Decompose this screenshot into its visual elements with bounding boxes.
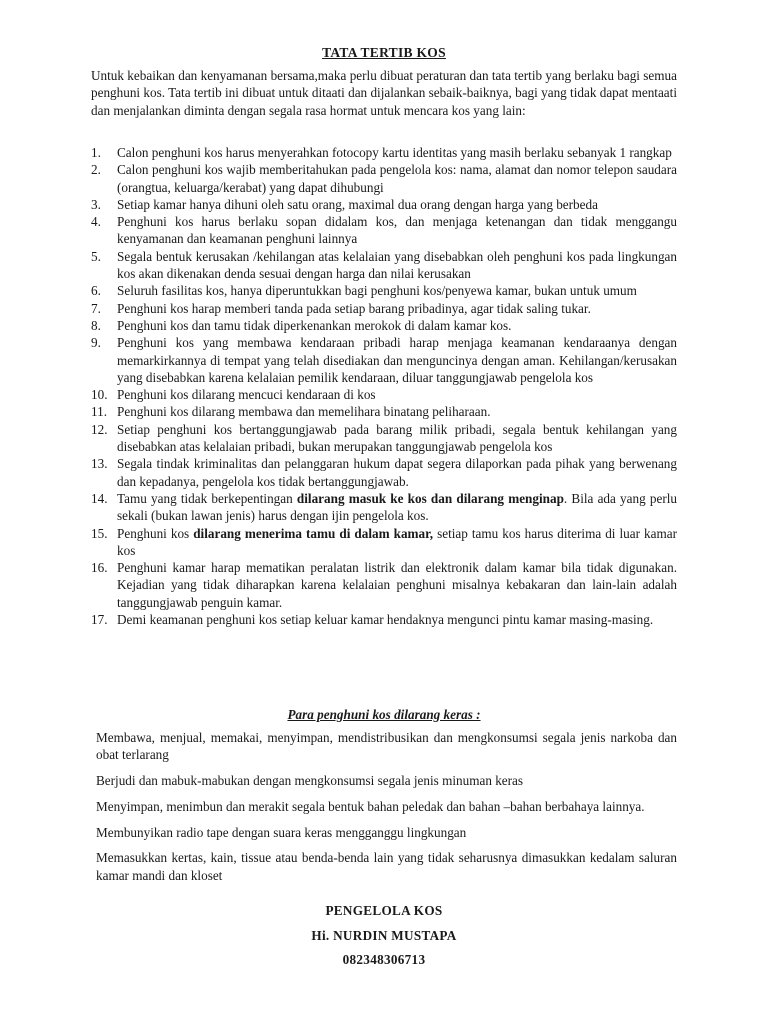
rule-item: 13. Segala tindak kriminalitas dan pelanggaran hukum dapat segera dilaporkan pada pihak yang berwenang dan kepadanya, pengelola kos tidak bertanggungjawab. (91, 456, 677, 489)
signature-name: Hi. NURDIN MUSTAPA (311, 928, 457, 943)
rule-item: 5. Segala bentuk kerusakan /kehilangan atas kelalaian yang disebabkan oleh penghuni kos pada lingkungan kos akan dikenakan denda sesuai dengan harga dan nilai kerusakan (91, 248, 677, 282)
signature-phone: 082348306713 (342, 952, 426, 967)
rule-item: 12. Setiap penghuni kos bertanggungjawab pada barang milik pribadi, segala bentuk kehilangan yang disebabkan atas kelalaian pribadi, bukan merupakan tanggungjawab pengelola kos (91, 421, 677, 455)
rule-item: 1. Calon penghuni kos harus menyerahkan fotocopy kartu identitas yang masih berlaku sebanyak 1 rangkap (91, 145, 672, 160)
rule-item: 8. Penghuni kos dan tamu tidak diperkenankan merokok di dalam kamar kos. (91, 317, 512, 333)
rules-list (91, 144, 677, 628)
prohibitions-list (96, 729, 677, 893)
rule-item: 4. Penghuni kos harus berlaku sopan didalam kos, dan menjaga ketenangan dan tidak menggangu kenyamanan dan keamanan penghuni lainnya (91, 214, 677, 247)
signature-role: PENGELOLA KOS (325, 903, 443, 918)
rule-item: 17. Demi keamanan penghuni kos setiap keluar kamar hendaknya mengunci pintu kamar masing-masing. (91, 612, 654, 628)
prohibition-item: Membunyikan radio tape dengan suara keras mengganggu lingkungan (96, 824, 467, 840)
prohibition-item: Memasukkan kertas, kain, tissue atau benda-benda lain yang tidak seharusnya dimasukkan kedalam saluran kamar mandi dan kloset (96, 850, 677, 883)
prohibition-item: Menyimpan, menimbun dan merakit segala bentuk bahan peledak dan bahan –bahan berbahaya lainnya. (96, 798, 645, 814)
rule-item: 6. Seluruh fasilitas kos, hanya diperuntukkan bagi penghuni kos/penyewa kamar, bukan untuk umum (91, 283, 637, 299)
rule-item: 3. Setiap kamar hanya dihuni oleh satu orang, maximal dua orang dengan harga yang berbeda (91, 196, 598, 212)
rule-item: 10. Penghuni kos dilarang mencuci kendaraan di kos (91, 387, 376, 403)
rule-item: 14. Tamu yang tidak berkepentingan dilarang masuk ke kos dan dilarang menginap. Bila ada yang perlu sekali (bukan lawan jenis) harus dengan ijin pengelola kos. (91, 490, 677, 524)
rule-item: 2. Calon penghuni kos wajib memberitahukan pada pengelola kos: nama, alamat dan nomor telepon saudara (orangtua, keluarga/kerabat) yang dapat dihubungi (91, 162, 677, 195)
document-title: TATA TERTIB KOS (322, 45, 446, 60)
rule-item: 7. Penghuni kos harap memberi tanda pada setiap barang pribadinya, agar tidak saling tukar. (91, 300, 591, 316)
rule-item: 9. Penghuni kos yang membawa kendaraan pribadi harap menjaga keamanan kendaraanya dengan memarkirkannya di tempat yang telah disediakan dan menguncinya dengan aman. Kehilangan/kerusakan yang disebabkan karena kelalaian pemilik kendaraan, diluar tanggungjawab pengelola kos (91, 335, 677, 385)
intro-paragraph: Untuk kebaikan dan kenyamanan bersama,maka perlu dibuat peraturan dan tata tertib yang berlaku bagi semua penghuni kos. Tata tertib ini dibuat untuk ditaati dan dijalankan sebaik-baiknya, bagi yang tidak dapat mentaati dan menjalankan diminta dengan segala rasa hormat untuk mencara kos yang lain: (91, 68, 677, 118)
prohibition-item: Membawa, menjual, memakai, menyimpan, mendistribusikan dan mengkonsumsi segala jenis narkoba dan obat terlarang (96, 730, 677, 763)
prohibitions-heading: Para penghuni kos dilarang keras : (287, 707, 481, 722)
prohibition-item: Berjudi dan mabuk-mabukan dengan mengkonsumsi segala jenis minuman keras (96, 773, 524, 789)
rule-item: 16. Penghuni kamar harap mematikan peralatan listrik dan elektronik dalam kamar bila tidak digunakan. Kejadian yang tidak diharapkan karena kelalaian penghuni misalnya kebakaran dan lain-lain adalah tanggungjawab penguin kamar. (91, 560, 677, 610)
rule-item: 11. Penghuni kos dilarang membawa dan memelihara binatang peliharaan. (91, 404, 491, 420)
rule-item: 15. Penghuni kos dilarang menerima tamu di dalam kamar, setiap tamu kos harus diterima di luar kamar kos (91, 525, 677, 558)
